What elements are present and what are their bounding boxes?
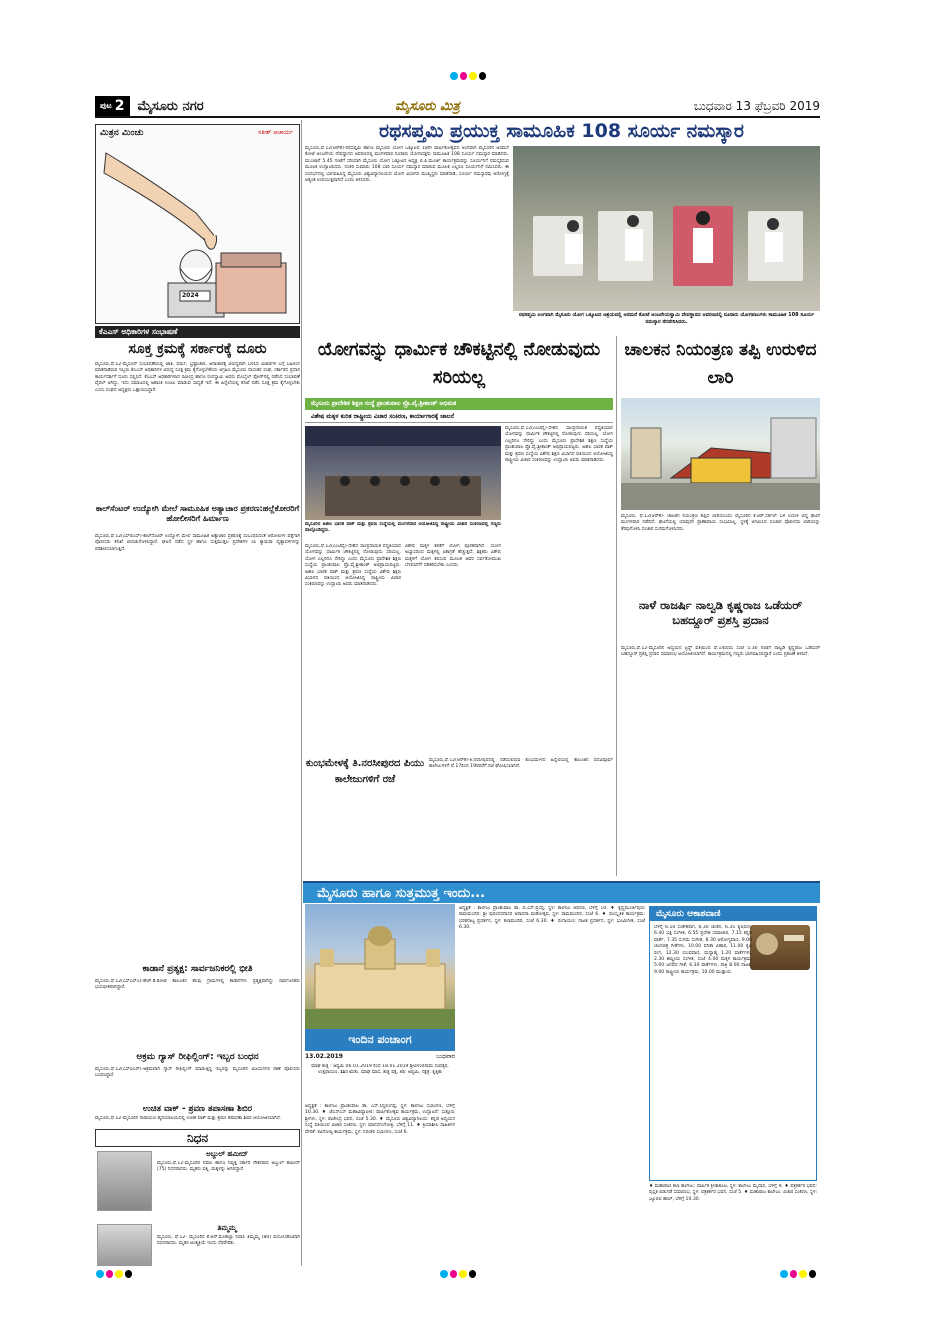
cartoon-title: ಮಿತ್ರನ ಮಿಂಚು bbox=[100, 128, 144, 138]
yoga-crowd-photo bbox=[513, 146, 820, 311]
page-number-badge bbox=[95, 96, 130, 116]
yoga-body-left: ಮೈಸೂರು,ಫೆ.12(ಎಂಟಿವೈ)-ದೇಶದ ಸಾಂಪ್ರದಾಯಿಕ ಪದ್ಧತಿಯಾದ ಯೋಗವನ್ನು ಧಾರ್ಮಿಕ ಚೌಕಟ್ಟಿನಲ್ಲಿ ನೋಡುವುದು ಸರಿಯಲ್ಲ. ಯೋಗ ಎಲ್ಲರಿಗೂ ಸೇರಿದ್ದು ಎಂದು ಮೈಸೂರು ಪ್ರಾದೇಶಿಕ ಶಿಕ್ಷಣ ಸಂಸ್ಥೆಯ ಪ್ರಾಂಶುಪಾಲ ಪ್ರೊ.ವೈ.ಶ್ರೀಕಾಂತ್ ಅಭಿಪ್ರಾಯಪಟ್ಟರು. ಅಖಿಲ ಭಾರತ ವಾಕ್ ಮತ್ತು ಶ್ರವಣ ಸಂಸ್ಥೆಯ ವಿಶೇಷ ಶಿಕ್ಷಣ ವಿಭಾಗದ ವತಿಯಿಂದ ಆಯೋಜಿಸಿದ್ದ ರಾಷ್ಟ್ರೀಯ ವಿಚಾರ ಸಂಕಿರಣವನ್ನು ಉದ್ಘಾಟಿಸಿ ಅವರು ಮಾತನಾಡಿದರು. bbox=[305, 544, 401, 588]
column-rule-mid bbox=[616, 336, 617, 876]
events-col-2: ಅಧ್ಯಕ್ಷತೆ : ಕಾಲೇಜು ಪ್ರಾಂಶುಪಾಲ ಡಾ. ಬಿ.ಎಸ್.ಪ್ರಸನ್ನ, ಸ್ಥಳ: ಕಾಲೇಜು ಆವರಣ, ಬೆಳಿಗ್ಗೆ 10. ♦ ಕೃಷ್ಣಮೂರ್ತಿಪುರಂ ರಾಮಮಂದಿರ: ಶ್ರೀ ಪುರಂದರದಾಸರ ಆರಾಧನಾ ಮಹೋತ್ಸವ, ಸ್ಥಳ: ರಾಮಮಂದಿರ, ಸಂಜೆ 6. ♦ ಸಾಂಸ್ಕೃತಿಕ ಕಾರ್ಯಕ್ರಮ: ಭರತನಾಟ್ಯ ಪ್ರದರ್ಶನ, ಸ್ಥಳ: ಕಲಾಮಂದಿರ, ಸಂಜೆ 6.30. ♦ ರಂಗಾಯಣ: ನಾಟಕ ಪ್ರದರ್ಶನ, ಸ್ಥಳ: ಭೂಮಿಗೀತ, ಸಂಜೆ 6.30. bbox=[459, 906, 645, 931]
panchanga-title: ಇಂದಿನ ಪಂಚಾಂಗ bbox=[305, 1029, 455, 1051]
events-banner-text: ಮೈಸೂರು ಹಾಗೂ ಸುತ್ತಮುತ್ತ ಇಂದು... bbox=[317, 885, 486, 901]
events-banner bbox=[303, 881, 820, 903]
portrait-photo-2 bbox=[97, 1224, 152, 1266]
portrait-photo-1 bbox=[97, 1151, 152, 1211]
registration-mark-top bbox=[450, 72, 486, 80]
radio-title: ಮೈಸೂರು ಆಕಾಶವಾಣಿ bbox=[650, 907, 816, 921]
seminar-caption: ಮೈಸೂರಿನ ಅಖಿಲ ಭಾರತ ವಾಕ್ ಮತ್ತು ಶ್ರವಣ ಸಂಸ್ಥೆಯಲ್ಲಿ ಮಂಗಳವಾರ ಆಯೋಜಿಸಿದ್ದ ರಾಷ್ಟ್ರೀಯ ವಿಚಾರ ಸಂಕಿರಣದಲ್ಲಿ ಗಣ್ಯರು ಪಾಲ್ಗೊಂಡಿದ್ದರು. bbox=[305, 522, 501, 534]
bullet-1-text: ಮೈಸೂರು ಪ್ರಾದೇಶಿಕ ಶಿಕ್ಷಣ ಸಂಸ್ಥೆ ಪ್ರಾಂಶುಪಾಲ ಪ್ರೊ.ವೈ.ಶ್ರೀಕಾಂತ್ ಅಭಿಮತ bbox=[311, 400, 457, 407]
radio-body: ಬೆಳಿಗ್ಗೆ 6.10 ಸಂಕೇತರಾಗ, 6.30 ಚಿಂತನ, 6.35 ಕೃಷಿರಂಗ, 6.40 ಭಕ್ತಿ ಸಂಗೀತ, 6.55 ಪ್ರದೇಶ ಸಮಾಚಾರ, 7.15 ಕನ್ನಡ ವಾರ್ತೆ, 7.35 ಸುಗಮ ಸಂಗೀತ, 8.30 ಆರೋಗ್ಯವಾಣಿ, 9.00 ಚಲನಚಿತ್ರ ಗೀತೆಗಳು, 10.00 ವನಿತಾ ವಿಹಾರ, 11.00 ಕೃಷಿ ರಂಗ, 12.30 ಯುವವಾಣಿ, ಮಧ್ಯಾಹ್ನ 1.20 ವಾರ್ತೆಗಳು, 2.30 ಶಾಸ್ತ್ರೀಯ ಸಂಗೀತ, ಸಂಜೆ 4.00 ಮಕ್ಕಳ ಕಾರ್ಯಕ್ರಮ, 5.00 ಜನಪದ ಗೀತೆ, 6.30 ವಾರ್ತೆಗಳು, ರಾತ್ರಿ 8.00 ನಾಟಕ, 9.00 ರಾಷ್ಟ್ರೀಯ ಕಾರ್ಯಕ್ರಮ, 10.00 ಮುಕ್ತಾಯ. bbox=[654, 925, 752, 975]
panchanga-body: ಮಾಘ ಶುಕ್ಲ : ಅಷ್ಟಮಿ 06.01.2019 ರಿಂದ 18.01.2019 ಶ್ರೀವಿಳಂಬಿನಾಮ ಸಂವತ್ಸರ, ಉತ್ತರಾಯಣ, ಶಿಶಿರ ಋತು, ಮಾಘ ಮಾಸ, ಶುಕ್ಲ ಪಕ್ಷ, ತಿಥಿ: ಅಷ್ಟಮಿ, ನಕ್ಷತ್ರ: ಕೃತ್ತಿಕಾ bbox=[311, 1064, 449, 1076]
issue-date: ಬುಧವಾರ 13 ಫೆಬ್ರವರಿ 2019 bbox=[693, 98, 820, 113]
kicker-text: ಕೆಎಎಸ್ ಅಧಿಕಾರಿಗಳ ಸಂಭಾಷಣೆ bbox=[99, 327, 178, 336]
kas-kicker bbox=[95, 326, 300, 338]
walk-headline: ಉಚಿತ ವಾಕ್ - ಶ್ರವಣ ತಪಾಸಣಾ ಶಿಬಿರ bbox=[142, 1104, 253, 1114]
gas-headline: ಅಕ್ರಮ ಗ್ಯಾಸ್ ರೀಫಿಲ್ಲಿಂಗ್: ಇಬ್ಬರ ಬಂಧನ bbox=[136, 1052, 259, 1062]
yoga-body-right: ಮೈಸೂರು,ಫೆ.12(ಎಂಟಿವೈ)-ದೇಶದ ಸಾಂಪ್ರದಾಯಿಕ ಪದ್ಧತಿಯಾದ ಯೋಗವನ್ನು ಧಾರ್ಮಿಕ ಚೌಕಟ್ಟಿನಲ್ಲಿ ನೋಡುವುದು ಸರಿಯಲ್ಲ. ಯೋಗ ಎಲ್ಲರಿಗೂ ಸೇರಿದ್ದು ಎಂದು ಮೈಸೂರು ಪ್ರಾದೇಶಿಕ ಶಿಕ್ಷಣ ಸಂಸ್ಥೆಯ ಪ್ರಾಂಶುಪಾಲ ಪ್ರೊ.ವೈ.ಶ್ರೀಕಾಂತ್ ಅಭಿಪ್ರಾಯಪಟ್ಟರು. ಅಖಿಲ ಭಾರತ ವಾಕ್ ಮತ್ತು ಶ್ರವಣ ಸಂಸ್ಥೆಯ ವಿಶೇಷ ಶಿಕ್ಷಣ ವಿಭಾಗದ ವತಿಯಿಂದ ಆಯೋಜಿಸಿದ್ದ ರಾಷ್ಟ್ರೀಯ ವಿಚಾರ ಸಂಕಿರಣವನ್ನು ಉದ್ಘಾಟಿಸಿ ಅವರು ಮಾತನಾಡಿದರು. bbox=[505, 426, 613, 464]
registration-mark-bottom bbox=[440, 1270, 476, 1278]
panchanga-day: ಬುಧವಾರ bbox=[436, 1053, 455, 1060]
registration-mark-right bbox=[780, 1270, 816, 1278]
kumbhamela-headline: ಕುಂಭಮೇಳಕ್ಕೆ ತಿ.ನರಸೀಪುರದ ಪಿಯು ಕಾಲೇಜುಗಳಿಗೆ ರಜೆ bbox=[305, 758, 425, 785]
cartoon-file-label: 2024 bbox=[182, 292, 199, 299]
kadana-body: ಮೈಸೂರು,ಫೆ.12(ಎಸ್‌ಎಸ್‌ಎ)-ಹೆಚ್.ಡಿ.ಕೋಟೆ ತಾಲೂಕಿನ ಕೆಲವು ಗ್ರಾಮಗಳಲ್ಲಿ ಕಾಡಾನೆಗಳು ಪ್ರತ್ಯಕ್ಷವಾಗಿದ್ದು ಸಾರ್ವಜನಿಕರು ಭಯಭೀತರಾಗಿದ್ದಾರೆ. bbox=[95, 979, 300, 991]
award-headline: ನಾಳೆ ರಾಜರ್ಷಿ ನಾಲ್ವಡಿ ಕೃಷ್ಣರಾಜ ಒಡೆಯರ್ ಬಹದ್ದೂರ್ ಪ್ರಶಸ್ತಿ ಪ್ರದಾನ bbox=[638, 598, 803, 627]
column-rule-left bbox=[301, 120, 302, 1266]
obituary-name-1: ಅಬ್ದುಲ್ ಹಮೀದ್ bbox=[206, 1150, 248, 1158]
yoga-bullet-2 bbox=[305, 411, 613, 423]
events-col-1: ಅಧ್ಯಕ್ಷತೆ : ಕಾಲೇಜು ಪ್ರಾಂಶುಪಾಲ ಡಾ. ಎಸ್.ಸಿದ್ದಲಿಂಗಪ್ಪ, ಸ್ಥಳ: ಕಾಲೇಜು ಸಭಾಂಗಣ, ಬೆಳಿಗ್ಗೆ 10.30. ♦ ಜೆಎಸ್ಎಸ್ ಮಹಾವಿದ್ಯಾಪೀಠ: ವಾರ್ಷಿಕೋತ್ಸವ ಕಾರ್ಯಕ್ರಮ, ಉದ್ಘಾಟನೆ: ಸುತ್ತೂರು ಶ್ರೀಗಳು, ಸ್ಥಳ: ರಾಜೇಂದ್ರ ಭವನ, ಸಂಜೆ 5.30. ♦ ಮೈಸೂರು ವಿಶ್ವವಿದ್ಯಾನಿಲಯ: ಕನ್ನಡ ಅಧ್ಯಯನ ಸಂಸ್ಥೆ ವತಿಯಿಂದ ವಿಚಾರ ಸಂಕಿರಣ, ಸ್ಥಳ: ಮಾನಸಗಂಗೋತ್ರಿ, ಬೆಳಿಗ್ಗೆ 11. ♦ ಕ್ರಿಯಾಶೀಲ ಸಾಹಿತಿಗಳ ವೇದಿಕೆ: ಕವಿಗೋಷ್ಠಿ ಕಾರ್ಯಕ್ರಮ, ಸ್ಥಳ: ನಿರಂತರ ಸಭಾಂಗಣ, ಸಂಜೆ 6. bbox=[305, 1104, 455, 1135]
kumbhamela-body: ಮೈಸೂರು,ಫೆ.12(ಆರ್‌ಕೆ)-ತಿ.ನರಸೀಪುರದಲ್ಲಿ ನಡೆಯಲಿರುವ ಕುಂಭಮೇಳದ ಹಿನ್ನೆಲೆಯಲ್ಲಿ ತಾಲೂಕಿನ ಪದವಿಪೂರ್ವ ಕಾಲೇಜುಗಳಿಗೆ ಫೆ.17ರಿಂದ 19ರವರೆಗೆ ರಜೆ ಘೋಷಿಸಲಾಗಿದೆ. bbox=[429, 758, 613, 770]
masthead-brand: ಮೈಸೂರು ಮಿತ್ರ bbox=[395, 98, 460, 114]
obituary-name-2: ತಿಮ್ಮಮ್ಮ bbox=[217, 1224, 237, 1232]
page-label: ಪುಟ bbox=[100, 101, 112, 110]
gas-body: ಮೈಸೂರು,ಫೆ.12(ಎಸ್‌ಪಿಎನ್)-ಅಕ್ರಮವಾಗಿ ಗ್ಯಾಸ್ ರೀಫಿಲ್ಲಿಂಗ್ ಮಾಡುತ್ತಿದ್ದ ಇಬ್ಬರನ್ನು ಮೈಸೂರಿನ ವಿಜಯನಗರ ಠಾಣೆ ಪೊಲೀಸರು ಬಂಧಿಸಿದ್ದಾರೆ. bbox=[95, 1067, 300, 1079]
section-title: ಮೈಸೂರು ನಗರ bbox=[137, 98, 204, 114]
kas-body: ಮೈಸೂರು,ಫೆ.12-ಮೈಸೂರ್ ಸಂಭಾಷಣೆಯಲ್ಲಿ ಜಾತಿ, ಧರ್ಮ, ಭ್ರಷ್ಟಾಚಾರ, ಅನಾಚಾರಕ್ಕೆ ವಿರುದ್ಧವಾಗಿ ಬಳಸಿದ ವಿಚಾರಗಳ ಬಗ್ಗೆ ಬಹಿರಂಗ ಮಾತನಾಡಿರುವ ಇಬ್ಬರು ಕೆಎಎಸ್ ಅಧಿಕಾರಿಗಳ ವಿರುದ್ಧ ಸೂಕ್ತ ಕ್ರಮ ಕೈಗೊಳ್ಳಬೇಕೆಂದು ಆಗ್ರಹಿಸಿ ಮೈಸೂರು ನಾಯಕರ ಸಂಘ, ಸರ್ಕಾರದ ಪ್ರಧಾನ ಕಾರ್ಯದರ್ಶಿಗೆ ದೂರು ಸಲ್ಲಿಸಿದೆ. ಕೆಎಎಸ್ ಅಧಿಕಾರಿಗಳಾದ ರವೀಂದ್ರ ಹಾಗೂ ರಂಗಸ್ವಾಮಿ ಅವರು ಮೊಬೈಲ್ ಫೋನ್‌ನಲ್ಲಿ ನಡೆಸಿದ ಸಂಭಾಷಣೆ ವೈರಲ್ ಆಗಿದ್ದು, ಇದು ಸಮಾಜದಲ್ಲಿ ಅಶಾಂತಿ ಉಂಟು ಮಾಡುವ ಸಾಧ್ಯತೆ ಇದೆ. ಈ ಹಿನ್ನೆಲೆಯಲ್ಲಿ ತನಿಖೆ ನಡೆಸಿ ಸೂಕ್ತ ಕ್ರಮ ಕೈಗೊಳ್ಳಬೇಕು ಎಂದು ಸಂಘದ ಅಧ್ಯಕ್ಷರು ಒತ್ತಾಯಿಸಿದ್ದಾರೆ. bbox=[95, 362, 300, 393]
obituary-body-2: ಮೈಸೂರು, ಫೆ.12- ಮೈಸೂರಿನ ಕೆ.ಆರ್.ಮೊಹಲ್ಲಾ ನಿವಾಸಿ ತಿಮ್ಮಮ್ಮ (80) ವಯೋಸಹಜವಾಗಿ ನಿಧನರಾದರು. ಮೃತರ ಅಂತ್ಯಕ್ರಿಯೆ ಇಂದು ನೆರವೇರಿತು. bbox=[157, 1235, 300, 1247]
callcenter-headline: ಕಾಲ್‌ಸೆಂಟರ್ ಉದ್ಯೋಗಿ ಮೇಲೆ ಸಾಮೂಹಿಕ ಅತ್ಯಾಚಾರ ಪ್ರಕರಣ:ಹಲ್ಲೆಕೋರರಿಗೆ ಹೋಲೀಸರಿಗೆ ಹಿರ್ಮಾಣ bbox=[95, 504, 300, 523]
surya-headline: ರಥಸಪ್ತಮಿ ಪ್ರಯುಕ್ತ ಸಾಮೂಹಿಕ 108 ಸೂರ್ಯ ನಮಸ್ಕಾರ bbox=[379, 120, 744, 142]
overturned-lorry-photo bbox=[621, 398, 820, 510]
page-number: 2 bbox=[114, 98, 125, 114]
callcenter-body: ಮೈಸೂರು,ಫೆ.12(ಎಸ್‌ಬಿಎಸ್)-ಕಾಲ್‌ಸೆಂಟರ್ ಉದ್ಯೋಗಿ ಮೇಲೆ ಸಾಮೂಹಿಕ ಅತ್ಯಾಚಾರ ಪ್ರಕರಣಕ್ಕೆ ಸಂಬಂಧಿಸಿದಂತೆ ಆರೋಪಿಗಳ ಪತ್ತೆಗಾಗಿ ಪೊಲೀಸರು ತನಿಖೆ ಚುರುಕುಗೊಳಿಸಿದ್ದಾರೆ. ಘಟನೆ ನಡೆದ ಸ್ಥಳ ಹಾಗೂ ಸುತ್ತಮುತ್ತಲ ಪ್ರದೇಶಗಳ ಸಿಸಿ ಕ್ಯಾಮರಾ ದೃಶ್ಯಾವಳಿಗಳನ್ನು ಪರಿಶೀಲಿಸಲಾಗುತ್ತಿದೆ. bbox=[95, 534, 300, 552]
yoga-photo-caption: ರಥಸಪ್ತಮಿ ಅಂಗವಾಗಿ ಮೈಸೂರು ಯೋಗ ಒಕ್ಕೂಟದ ಆಶ್ರಯದಲ್ಲಿ ಅರಮನೆ ಕೋಟೆ ಆಂಜನೇಯಸ್ವಾಮಿ ದೇವಸ್ಥಾನದ ಆವರಣದಲ್ಲಿ ನೂರಾರು ಯೋಗಪಟುಗಳು ಸಾಮೂಹಿಕ 108 ಸೂರ್ಯ ನಮಸ್ಕಾರ ನೆರವೇರಿಸಿದರು. bbox=[518, 312, 815, 325]
registration-mark-left bbox=[96, 1270, 132, 1278]
surya-body: ಮೈಸೂರು,ಫೆ.12(ಆರ್‌ಕೆ)-ರಥಸಪ್ತಮಿ ಹಾಗೂ ಮೈಸೂರು ಯೋಗ ಒಕ್ಕೂಟದ 18ನೇ ವಾರ್ಷಿಕೋತ್ಸವದ ಅಂಗವಾಗಿ ಮೈಸೂರಿನ ಅರಮನೆ ಕೋಟೆ ಆಂಜನೇಯ ದೇವಸ್ಥಾನದ ಆವರಣದಲ್ಲಿ ಮಂಗಳವಾರ ನೂರಾರು ಯೋಗಾಸಕ್ತರು ಸಾಮೂಹಿಕ 108 ಸೂರ್ಯ ನಮಸ್ಕಾರ ಮಾಡಿದರು. ಮುಂಜಾನೆ 5.45 ಗಂಟೆಗೆ ಸರಿಯಾಗಿ ಮೈಸೂರು ಯೋಗ ಒಕ್ಕೂಟದ ಅಧ್ಯಕ್ಷ ಬಿ.ಪಿ.ಮೂರ್ತಿ ಕಾರ್ಯಕ್ರಮವನ್ನು ಸೂರ್ಯನಿಗೆ ನಮಸ್ಕರಿಸುವ ಮೂಲಕ ಉದ್ಘಾಟಿಸಿದರು. ನಂತರ ಸುಮಾರು 108 ಬಾರಿ ಸೂರ್ಯ ನಮಸ್ಕಾರ ಮಾಡುವ ಮೂಲಕ ಎಲ್ಲರೂ ಸೂರ್ಯನಿಗೆ ನಮಿಸಿದರು. ಈ ಸಂದರ್ಭದಲ್ಲಿ ಭಾಗವಹಿಸಿದ್ದ ಮೈಸೂರು ವಿಶ್ವವಿದ್ಯಾನಿಲಯದ ಯೋಗ ವಿಭಾಗದ ಮುಖ್ಯಸ್ಥರು ಮಾತನಾಡಿ, ಸೂರ್ಯ ನಮಸ್ಕಾರವು ಆರೋಗ್ಯಕ್ಕೆ ಅತ್ಯಂತ ಉಪಯುಕ್ತವಾಗಿದೆ ಎಂದು ತಿಳಿಸಿದರು. bbox=[305, 146, 509, 184]
yoga-headline: ಯೋಗವನ್ನು ಧಾರ್ಮಿಕ ಚೌಕಟ್ಟಿನಲ್ಲಿ ನೋಡುವುದು ಸರಿಯಲ್ಲ bbox=[317, 339, 601, 388]
page-header bbox=[95, 96, 820, 118]
yoga-bullet-1 bbox=[305, 398, 613, 410]
cartoon-panel bbox=[95, 124, 300, 324]
obituary-heading: ನಿಧನ bbox=[95, 1129, 300, 1147]
walk-body: ಮೈಸೂರು,ಫೆ.12-ಮೈಸೂರಿನ ನಾರಾಯಣ ಹೃದಯಾಲಯದಲ್ಲಿ ಉಚಿತ ವಾಕ್ ಮತ್ತು ಶ್ರವಣ ತಪಾಸಣಾ ಶಿಬಿರ ಆಯೋಜಿಸಲಾಗಿದೆ. bbox=[95, 1116, 282, 1121]
palace-photo bbox=[305, 904, 455, 1029]
kas-headline: ಸೂಕ್ತ ಕ್ರಮಕ್ಕೆ ಸರ್ಕಾರಕ್ಕೆ ದೂರು bbox=[128, 341, 267, 357]
panchanga-date: 13.02.2019 bbox=[305, 1053, 343, 1060]
events-col-3: ♦ ಮಹಾರಾಣಿ ಕಲಾ ಕಾಲೇಜು: ವಾರ್ಷಿಕ ಕ್ರೀಡಾಕೂಟ, ಸ್ಥಳ: ಕಾಲೇಜು ಮೈದಾನ, ಬೆಳಿಗ್ಗೆ 9. ♦ ಪತ್ರಕರ್ತರ ಭವನ: ಪುಸ್ತಕ ಬಿಡುಗಡೆ ಸಮಾರಂಭ, ಸ್ಥಳ: ಪತ್ರಕರ್ತರ ಭವನ, ಸಂಜೆ 5. ♦ ಮಹಾರಾಜ ಕಾಲೇಜು: ವಿಚಾರ ಸಂಕಿರಣ, ಸ್ಥಳ: ಜ್ಯೂಬಿಲಿ ಹಾಲ್, ಬೆಳಿಗ್ಗೆ 10.30. bbox=[649, 1184, 817, 1202]
cartoon-author: ಸತೀಶ್ ಆಚಾರ್ಯ bbox=[258, 129, 293, 136]
kadana-headline: ಕಾಡಾನೆ ಪ್ರತ್ಯಕ್ಷ: ಸಾರ್ವಜನಿಕರಲ್ಲಿ ಭೀತಿ bbox=[142, 964, 253, 974]
award-body: ಮೈಸೂರು,ಫೆ.12-ಮೈಸೂರಿನ ಅಧ್ಯಯನ ಟ್ರಸ್ಟ್ ವತಿಯಿಂದ ಫೆ.14ರಂದು ಸಂಜೆ 5.30 ಗಂಟೆಗೆ ನಾಲ್ವಡಿ ಕೃಷ್ಣರಾಜ ಒಡೆಯರ್ ಬಹದ್ದೂರ್ ಪ್ರಶಸ್ತಿ ಪ್ರದಾನ ಸಮಾರಂಭ ಆಯೋಜಿಸಲಾಗಿದೆ. ಕಾರ್ಯಕ್ರಮದಲ್ಲಿ ಗಣ್ಯರು ಭಾಗವಹಿಸಲಿದ್ದಾರೆ ಎಂದು ಪ್ರಕಟಣೆ ತಿಳಿಸಿದೆ. bbox=[621, 646, 820, 658]
obituary-body-1: ಮೈಸೂರು,ಫೆ.12-ಮೈಸೂರಿನ ನಿವಾಸಿ ಹಾಗೂ ನಿವೃತ್ತ ಸರ್ಕಾರಿ ನೌಕರರಾದ ಅಬ್ದುಲ್ ಹಮೀದ್ (75) ನಿಧನರಾದರು. ಮೃತರು ಪತ್ನಿ, ಮಕ್ಕಳನ್ನು ಅಗಲಿದ್ದಾರೆ. bbox=[157, 1161, 300, 1173]
radio-icon bbox=[750, 925, 810, 970]
newspaper-page bbox=[95, 96, 820, 1266]
bullet-2-text: ವಿಶೇಷ ಮಕ್ಕಳ ಕುರಿತ ರಾಷ್ಟ್ರೀಯ ವಿಚಾರ ಸಂಕಿರಣ, ಕಾರ್ಯಾಗಾರಕ್ಕೆ ಚಾಲನೆ bbox=[311, 412, 454, 420]
yoga-body-mid: ವಿಶೇಷ ಮಕ್ಕಳ ಕಲಿಕೆಗೆ ಯೋಗ ಪೂರಕವಾಗಿದೆ. ಯೋಗ ಅಭ್ಯಾಸದಿಂದ ಮಕ್ಕಳಲ್ಲಿ ಏಕಾಗ್ರತೆ ಹೆಚ್ಚುತ್ತದೆ. ಶಿಕ್ಷಕರು ವಿಶೇಷ ಮಕ್ಕಳಿಗೆ ಯೋಗ ಕಲಿಸುವ ಮೂಲಕ ಅವರ ಸರ್ವತೋಮುಖ ಬೆಳವಣಿಗೆಗೆ ಸಹಕರಿಸಬೇಕು ಎಂದರು. bbox=[405, 544, 501, 569]
lorry-headline: ಚಾಲಕನ ನಿಯಂತ್ರಣ ತಪ್ಪಿ ಉರುಳಿದ ಲಾರಿ bbox=[624, 340, 817, 388]
radio-schedule-box bbox=[649, 906, 817, 1181]
seminar-photo bbox=[305, 426, 501, 520]
lorry-body: ಮೈಸೂರು, ಫೆ.12(ಆರ್‌ಕೆ)- ಚಾಲಕನ ನಿಯಂತ್ರಣ ತಪ್ಪಿದ ಲಾರಿಯೊಂದು ಮೈಸೂರಿನ ಕೆ.ಆರ್.ಸರ್ಕಲ್ ಬಳಿ ಉರುಳಿ ಬಿದ್ದ ಘಟನೆ ಮಂಗಳವಾರ ನಡೆದಿದೆ. ಘಟನೆಯಲ್ಲಿ ಯಾವುದೇ ಪ್ರಾಣಾಪಾಯ ಸಂಭವಿಸಿಲ್ಲ. ಸ್ಥಳಕ್ಕೆ ಆಗಮಿಸಿದ ಸಂಚಾರ ಪೊಲೀಸರು ಲಾರಿಯನ್ನು ತೆರವುಗೊಳಿಸಿ ಸಂಚಾರ ಸುಗಮಗೊಳಿಸಿದರು. bbox=[621, 514, 820, 532]
